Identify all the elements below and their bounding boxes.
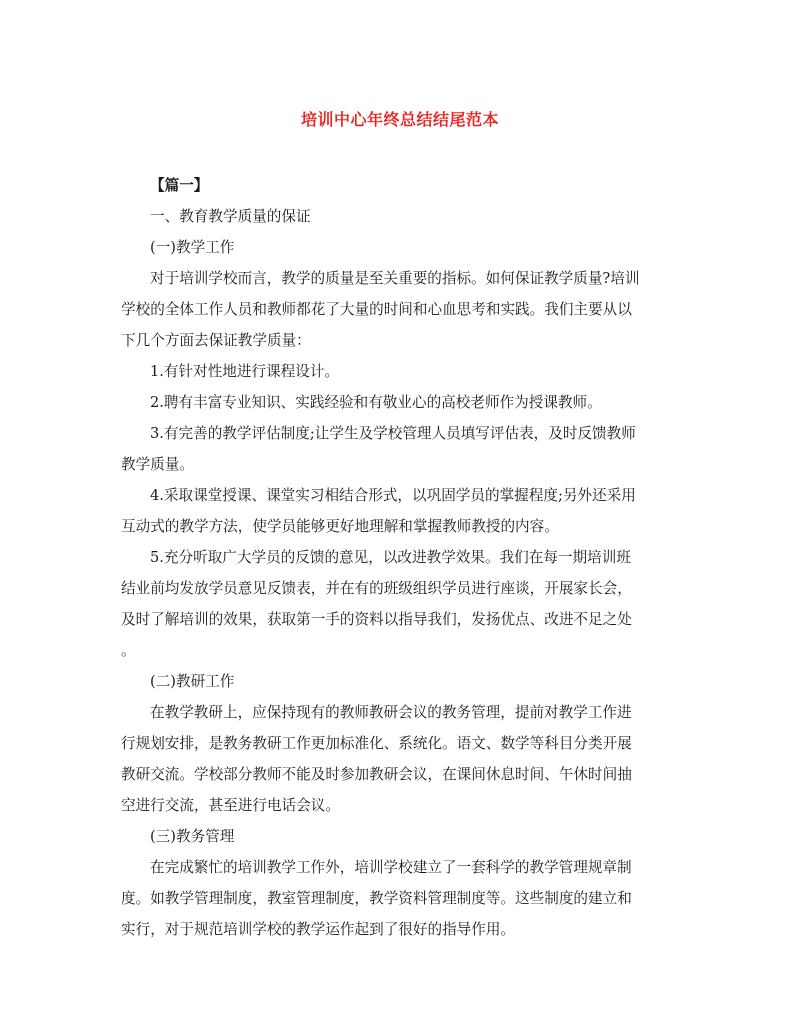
list-item-continuation: 教学质量。	[121, 456, 194, 473]
paragraph-line: 教研交流。学校部分教师不能及时参加教研会议，在课间休息时间、午休时间抽	[121, 766, 632, 783]
paragraph-line: 对于培训学校而言，教学的质量是至关重要的指标。如何保证教学质量?培训	[150, 270, 640, 287]
paragraph-line: 在教学教研上，应保持现有的教师教研会议的教务管理，提前对教学工作进	[150, 704, 632, 721]
list-item: 4.采取课堂授课、课堂实习相结合形式，以巩固学员的掌握程度;另外还采用	[150, 487, 636, 504]
list-item: 2.聘有丰富专业知识、实践经验和有敬业心的高校老师作为授课教师。	[150, 394, 602, 411]
document-title: 培训中心年终总结结尾范本	[300, 110, 499, 129]
paragraph-line: 空进行交流，甚至进行电话会议。	[121, 797, 340, 814]
list-item: 3.有完善的教学评估制度;让学生及学校管理人员填写评估表，及时反馈教师	[150, 425, 636, 442]
paragraph-line: 行规划安排，是教务教研工作更加标准化、系统化。语文、数学等科目分类开展	[121, 735, 632, 752]
list-item-continuation: 结业前均发放学员意见反馈表，并在有的班级组织学员进行座谈，开展家长会，	[121, 580, 632, 597]
list-item: 5.充分听取广大学员的反馈的意见，以改进教学效果。我们在每一期培训班	[150, 549, 631, 566]
subsection-heading-academic-affairs: (三)教务管理	[150, 828, 235, 845]
subsection-heading-research-work: (二)教研工作	[150, 673, 235, 690]
paragraph-line: 下几个方面去保证教学质量：	[121, 332, 311, 349]
paragraph-line: 学校的全体工作人员和教师都花了大量的时间和心血思考和实践。我们主要从以	[121, 301, 632, 318]
document-body	[121, 170, 681, 945]
list-item-continuation: 及时了解培训的效果，获取第一手的资料以指导我们，发扬优点、改进不足之处	[121, 611, 632, 628]
section-heading-teaching-quality: 一、教育教学质量的保证	[150, 208, 311, 225]
list-item-continuation: 互动式的教学方法，使学员能够更好地理解和掌握教师教授的内容。	[121, 518, 559, 535]
paragraph-line: 度。如教学管理制度，教室管理制度，教学资料管理制度等。这些制度的建立和	[121, 890, 632, 907]
section-heading-part-one: 【篇一】	[150, 177, 209, 194]
list-item: 1.有针对性地进行课程设计。	[150, 363, 340, 380]
paragraph-line: 在完成繁忙的培训教学工作外，培训学校建立了一套科学的教学管理规章制	[150, 859, 632, 876]
list-item-continuation: 。	[121, 642, 136, 659]
subsection-heading-teaching-work: (一)教学工作	[150, 239, 235, 256]
paragraph-line: 实行，对于规范培训学校的教学运作起到了很好的指导作用。	[121, 921, 516, 938]
